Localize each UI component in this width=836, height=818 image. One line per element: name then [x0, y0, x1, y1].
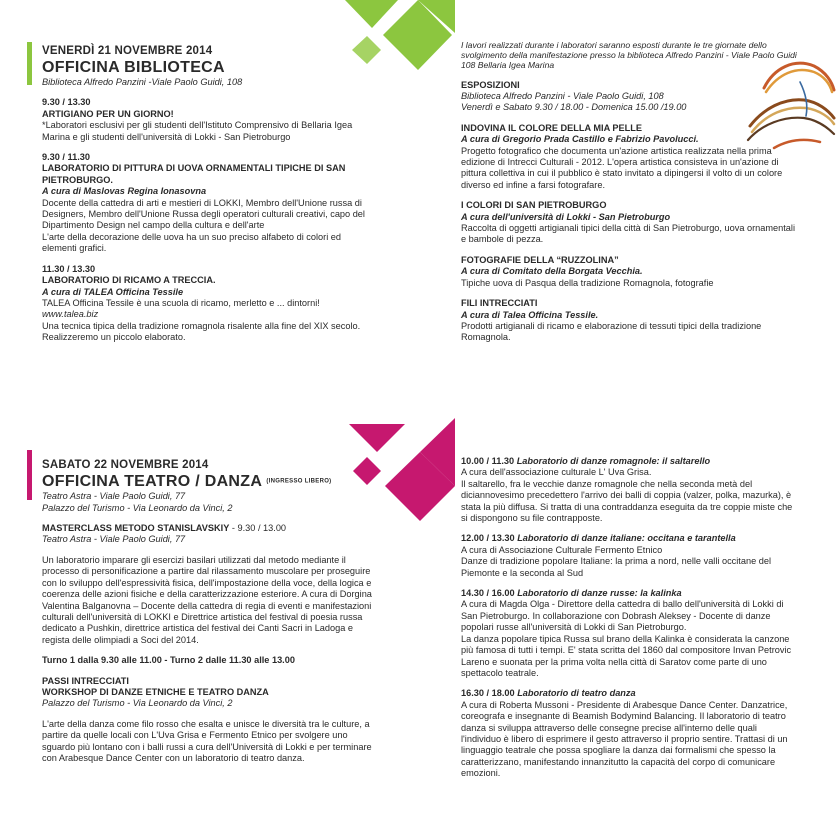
exhibition-intro: I lavori realizzati durante i laboratori saranno esposti durante le tre giornate dello svolgimento della manifestazione presso la biblioteca Alfredo Panzini - Viale Paolo Guidi 108 Bellaria Igea Marina	[461, 40, 797, 71]
event-text: Docente della cattedra di arti e mestieri di LOKKI, Membro dell'Unione russa di Designers, Membro dell'Unione Russa degli operatori culturali creativi, capo del Dipartimento Design nel campo della cultura e dell'arte	[42, 197, 365, 231]
exhibit-curator: A cura di Gregorio Prada Castillo e Fabrizio Pavolucci.	[461, 134, 699, 145]
bottom-right-column	[461, 456, 797, 780]
event-text: Una tecnica tipica della tradizione romagnola risalente alla fine del XIX secolo. Realizzeremo un piccolo elaborato.	[42, 320, 361, 343]
event-title: LABORATORIO DI RICAMO A TRECCIA.	[42, 275, 216, 286]
exhibit-text: Progetto fotografico che documenta un'azione artistica realizzata nella prima edizione di Intrecci Culturali - 2012. L'opera artistica consisteva in un'azione di pittura collettiva in cui il pubblico è stato invitato a dipingersi il volto di un colore diverso ed infine a farsi fotografare.	[461, 145, 783, 190]
workshop-curator: A cura dell'associazione culturale L' Uva Grisa.	[461, 467, 652, 478]
venue: Palazzo del Turismo - Via Leonardo da Vinci, 2	[42, 502, 233, 513]
section-accent-bar-green	[27, 42, 32, 85]
turns-schedule: Turno 1 dalla 9.30 alle 11.00 - Turno 2 dalle 11.30 alle 13.00	[42, 655, 295, 666]
event-title: LABORATORIO DI PITTURA DI UOVA ORNAMENTALI TIPICHE DI SAN PIETROBURGO.	[42, 163, 346, 185]
workshop-text: Il saltarello, fra le vecchie danze romagnole che nella seconda metà del diciannovesimo precedettero l'arrivo dei balli di coppia (valzer, polka, mazurka), è stata la più diffusa. Si tratta di una contraddanza eseguita da tre coppie miste che si dispongono su file contrapposte.	[461, 478, 793, 524]
top-right-column	[461, 40, 797, 344]
venue: Teatro Astra - Viale Paolo Guidi, 77	[42, 491, 186, 502]
workshop-text: La danza popolare tipica Russa sul brano della Kalinka è considerata la canzone più famosa di tutti i tempi. E' stata scritta del 1860 dal compositore Invan Petrovic Lareno e suonata per la prima volta nella città di Saratov come parte di uno spettacolo teatrale.	[461, 633, 792, 678]
workshop-text: Danze di tradizione popolare Italiane: la prima a nord, nelle valli occitane del Piemonte e la seconda al Sud	[461, 556, 772, 578]
workshop-heading	[461, 588, 797, 599]
workshop-subtitle: WORKSHOP DI DANZE ETNICHE E TEATRO DANZA	[42, 686, 269, 697]
masterclass-venue: Teatro Astra - Viale Paolo Guidi, 77	[42, 534, 186, 545]
free-entry-note: (INGRESSO LIBERO)	[266, 478, 332, 485]
workshop-venue: Palazzo del Turismo - Via Leonardo da Vinci, 2	[42, 698, 233, 709]
workshop-heading	[461, 688, 797, 699]
workshop-title: Laboratorio di teatro danza	[514, 688, 636, 699]
section-accent-bar-pink	[27, 450, 32, 500]
section-title: OFFICINA TEATRO / DANZA	[42, 473, 262, 490]
exhibit-title: I COLORI DI SAN PIETROBURGO	[461, 200, 607, 211]
workshop-text: L'arte della danza come filo rosso che esalta e unisce le diversità tra le culture, a partire da quelle locali con L'Uva Grisa e Fermento Etnico per svolgere uno sguardo più lontano con i balli russi a cura dell'Università di Lokki e per terminare con Arabesque Dance Center con un laboratorio di teatro danza.	[42, 718, 372, 763]
section-title-row	[42, 472, 377, 491]
workshop-time: 12.00 / 13.30	[461, 533, 515, 544]
workshop-heading	[461, 533, 797, 544]
event-text: L'arte della decorazione delle uova ha un suo preciso alfabeto di colori ed elementi grafici.	[42, 231, 342, 254]
event-date: VENERDÌ 21 NOVEMBRE 2014	[42, 45, 213, 57]
event-text: TALEA Officina Tessile è una scuola di ricamo, merletto e ... dintorni!	[42, 297, 320, 308]
event-time: 11.30 / 13.30	[42, 263, 96, 274]
workshop-title: PASSI INTRECCIATI	[42, 675, 129, 686]
event-curator: A cura di TALEA Officina Tessile	[42, 286, 184, 297]
workshop-title: Laboratorio di danze romagnole: il saltarello	[514, 456, 711, 466]
workshop-text: A cura di Roberta Mussoni - Presidente di Arabesque Dance Center. Danzatrice, coreografa e insegnante di Beamish Bodymind Balancing. Il laboratorio di teatro danza si sviluppa attraverso delle consegne precise all'interno delle quali l'individuo è libero di esprimere il gesto attraverso il proprio sentire. Trattasi di un linguaggio teatrale che possa spogliare la danza dai formalismi che spesso la caratterizzano, manifestando innanzitutto la capacità del corpo di comunicare emozioni.	[461, 699, 788, 779]
exhibit-text: Raccolta di oggetti artigianali tipici della città di San Pietroburgo, uova ornamentali e bambole di pezza.	[461, 223, 796, 245]
exhibit-text: Tipiche uova di Pasqua della tradizione Romagnola, fotografie	[461, 277, 714, 288]
event-time: 9.30 / 11.30	[42, 152, 91, 163]
masterclass-heading	[42, 523, 377, 534]
workshop-time: 14.30 / 16.00	[461, 588, 515, 599]
workshop-time: 10.00 / 11.30	[461, 456, 515, 466]
event-curator: A cura di Maslovas Regina Ionasovna	[42, 186, 207, 197]
workshop-text: A cura di Magda Olga - Direttore della cattedra di ballo dell'università di Lokki di San Pietroburgo. In collaborazione con Dobrash Aleksey - Docente di danze popolari russe all'università di Lokki di San Pietroburgo.	[461, 599, 784, 633]
bottom-left-column	[42, 458, 377, 764]
section-title: OFFICINA BIBLIOTECA	[42, 59, 225, 76]
exhibit-title: INDOVINA IL COLORE DELLA MIA PELLE	[461, 122, 643, 133]
exhibition-title: ESPOSIZIONI	[461, 79, 520, 90]
masterclass-time: - 9.30 / 13.00	[229, 523, 287, 534]
workshop-heading	[461, 456, 797, 467]
top-left-column	[42, 44, 377, 344]
exhibition-hours: Venerdì e Sabato 9.30 / 18.00 - Domenica 15.00 /19.00	[461, 102, 687, 113]
masterclass-text: Un laboratorio imparare gli esercizi basilari utilizzati dal metodo mediante il processo di personificazione a partire dal rilassamento muscolare per proseguire con lo sviluppo dell'espressività fisica, dell'impostazione della voce, della logica e coerenza delle azioni fisiche e della caratterizzazione esteriore. A cura di Dorgina Valentina Balganovna – Docente della cattedra di regia di eventi e manifestazioni culturali dell'università di LOKKI e Direttrice artistica del festival di poesia russa dedicato a Pushkin, direttrice artistica del festival dei Canti Sacri in Ladoga e regista delle olimpiadi a Soci del 2014.	[42, 554, 372, 645]
workshop-time: 16.30 / 18.00	[461, 688, 515, 699]
exhibition-venue: Biblioteca Alfredo Panzini - Viale Paolo Guidi, 108	[461, 91, 664, 102]
exhibit-title: FILI INTRECCIATI	[461, 298, 538, 309]
masterclass-title: MASTERCLASS METODO STANISLAVSKIY	[42, 523, 230, 534]
event-time: 9.30 / 13.30	[42, 97, 91, 108]
workshop-curator: A cura di Associazione Culturale Fermento Etnico	[461, 544, 663, 555]
venue: Biblioteca Alfredo Panzini -Viale Paolo Guidi, 108	[42, 77, 243, 87]
exhibit-curator: A cura di Talea Officina Tessile.	[461, 309, 599, 320]
event-title: ARTIGIANO PER UN GIORNO!	[42, 108, 174, 119]
exhibit-title: FOTOGRAFIE DELLA “RUZZOLINA”	[461, 254, 619, 265]
workshop-title: Laboratorio di danze italiane: occitana e tarantella	[514, 533, 736, 544]
event-date: SABATO 22 NOVEMBRE 2014	[42, 459, 209, 471]
exhibit-text: Prodotti artigianali di ricamo e elaborazione di tessuti tipici della tradizione Romagnola.	[461, 320, 762, 343]
website-link[interactable]: www.talea.biz	[42, 309, 99, 320]
exhibit-curator: A cura dell'università di Lokki - San Pietroburgo	[461, 211, 671, 222]
workshop-title: Laboratorio di danze russe: la kalinka	[514, 588, 682, 599]
event-text: *Laboratori esclusivi per gli studenti dell'Istituto Comprensivo di Bellaria Igea Marina e gli studenti dell'università di Lokki - San Pietroburgo	[42, 120, 353, 142]
exhibit-curator: A cura di Comitato della Borgata Vecchia.	[461, 266, 643, 277]
